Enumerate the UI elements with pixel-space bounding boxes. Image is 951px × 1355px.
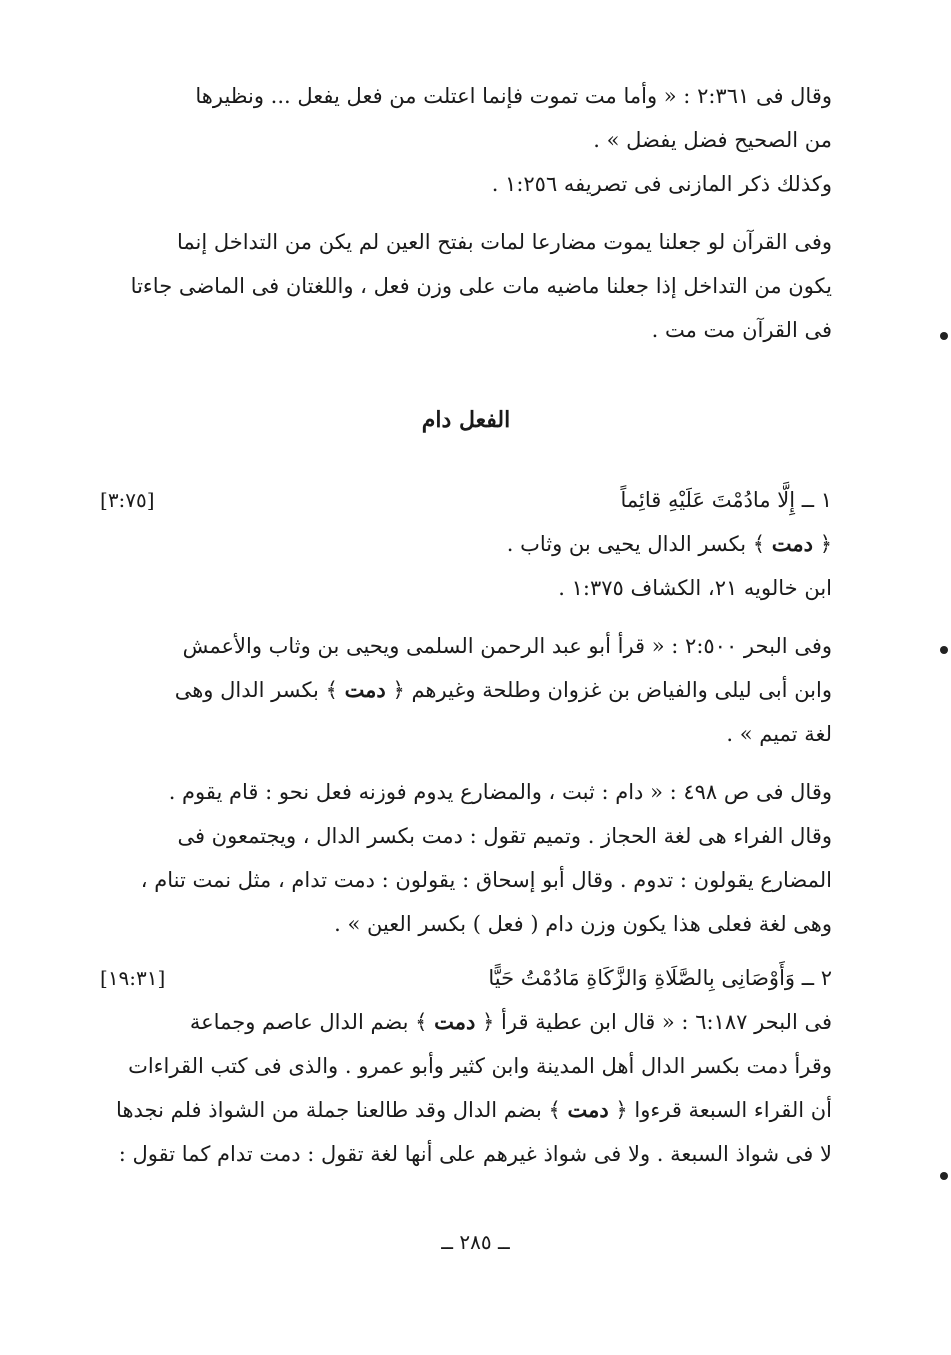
text-line: وابن أبى ليلى والفياض بن غزوان وطلحة وغيرهم ﴿ دمت ﴾ بكسر الدال وهى — [174, 677, 832, 702]
paragraph-3 — [100, 624, 832, 756]
paragraph-4 — [100, 770, 832, 946]
paragraph-2 — [100, 220, 832, 352]
text-line: فى البحر ٦:١٨٧ : « قال ابن عطية قرأ ﴿ دمت ﴾ بضم الدال عاصم وجماعة — [189, 1009, 832, 1034]
text-line: المضارع يقولون : تدوم . وقال أبو إسحاق : يقولون : دمت تدام ، مثل نمت تنام ، — [140, 868, 832, 892]
text-line: لا فى شواذ السبعة . ولا فى شواذ غيرهم على أنها لغة تقول : دمت تدام كما تقول : — [118, 1142, 832, 1166]
paragraph-1 — [100, 74, 832, 206]
section-heading: الفعل دام — [421, 407, 511, 433]
text-line: ﴿ دمت ﴾ بكسر الدال يحيى بن وثاب . — [506, 531, 832, 556]
bold-word: دمت — [771, 531, 814, 556]
text-line: وقال فى ٢:٣٦١ : « وأما مت تموت فإنما اعتلت من فعل يفعل ... ونظيرها — [195, 84, 832, 108]
text-line: وكذلك ذكر المازنى فى تصريفه ١:٢٥٦ . — [491, 172, 832, 196]
text-line: ابن خالويه ٢١، الكشاف ١:٣٧٥ . — [558, 576, 832, 600]
text-line: فى القرآن مت مت . — [651, 318, 832, 342]
verse-text: ١ ــ إِلَّا مادُمْتَ عَلَيْهِ قائِماً — [620, 488, 832, 512]
scan-mark — [940, 646, 948, 654]
text-line: وقال فى ص ٤٩٨ : « دام : ثبت ، والمضارع يدوم فوزنه فعل نحو : قام يقوم . — [168, 780, 832, 804]
verse-1-notes — [100, 522, 832, 610]
verse-2 — [100, 956, 832, 1000]
text-line: وفى القرآن لو جعلنا يموت مضارعا لمات بفتح العين لم يكن من التداخل إنما — [176, 230, 832, 254]
scan-mark — [940, 1172, 948, 1180]
bold-word: دمت — [434, 1009, 476, 1034]
bold-word: دمت — [344, 677, 386, 702]
verse-1 — [100, 478, 832, 522]
text-line: وقال الفراء هى لغة الحجاز . وتميم تقول : دمت بكسر الدال ، ويجتمعون فى — [177, 824, 832, 848]
text-line: من الصحيح فضل يفضل » . — [593, 128, 832, 152]
text-line: لغة تميم » . — [726, 722, 832, 746]
verse-reference: [١٩:٣١] — [100, 966, 166, 990]
paragraph-5 — [100, 1000, 832, 1176]
page-number: ــ ٢٨٥ ــ — [441, 1230, 510, 1254]
bold-word: دمت — [567, 1097, 609, 1122]
text-line: وقرأ دمت بكسر الدال أهل المدينة وابن كثير وأبو عمرو . والذى فى كتب القراءات — [128, 1054, 832, 1078]
verse-text: ٢ ــ وَأَوْصَانِى بِالصَّلَاةِ وَالزَّكَاةِ مَادُمْتُ حَيًّا — [488, 966, 832, 990]
scan-mark — [940, 332, 948, 340]
page-body — [100, 74, 832, 1176]
text-line: وهى لغة فعلى هذا يكون وزن دام ( فعل ) بكسر العين » . — [334, 912, 832, 936]
verse-reference: [٣:٧٥] — [100, 488, 155, 512]
text-line: أن القراء السبعة قرءوا ﴿ دمت ﴾ بضم الدال وقد طالعنا جملة من الشواذ فلم نجدها — [116, 1097, 832, 1122]
text-line: وفى البحر ٢:٥٠٠ : « قرأ أبو عبد الرحمن السلمى ويحيى بن وثاب والأعمش — [182, 634, 832, 658]
text-line: يكون من التداخل إذا جعلنا ماضيه مات على وزن فعل ، واللغتان فى الماضى جاءتا — [130, 274, 832, 298]
